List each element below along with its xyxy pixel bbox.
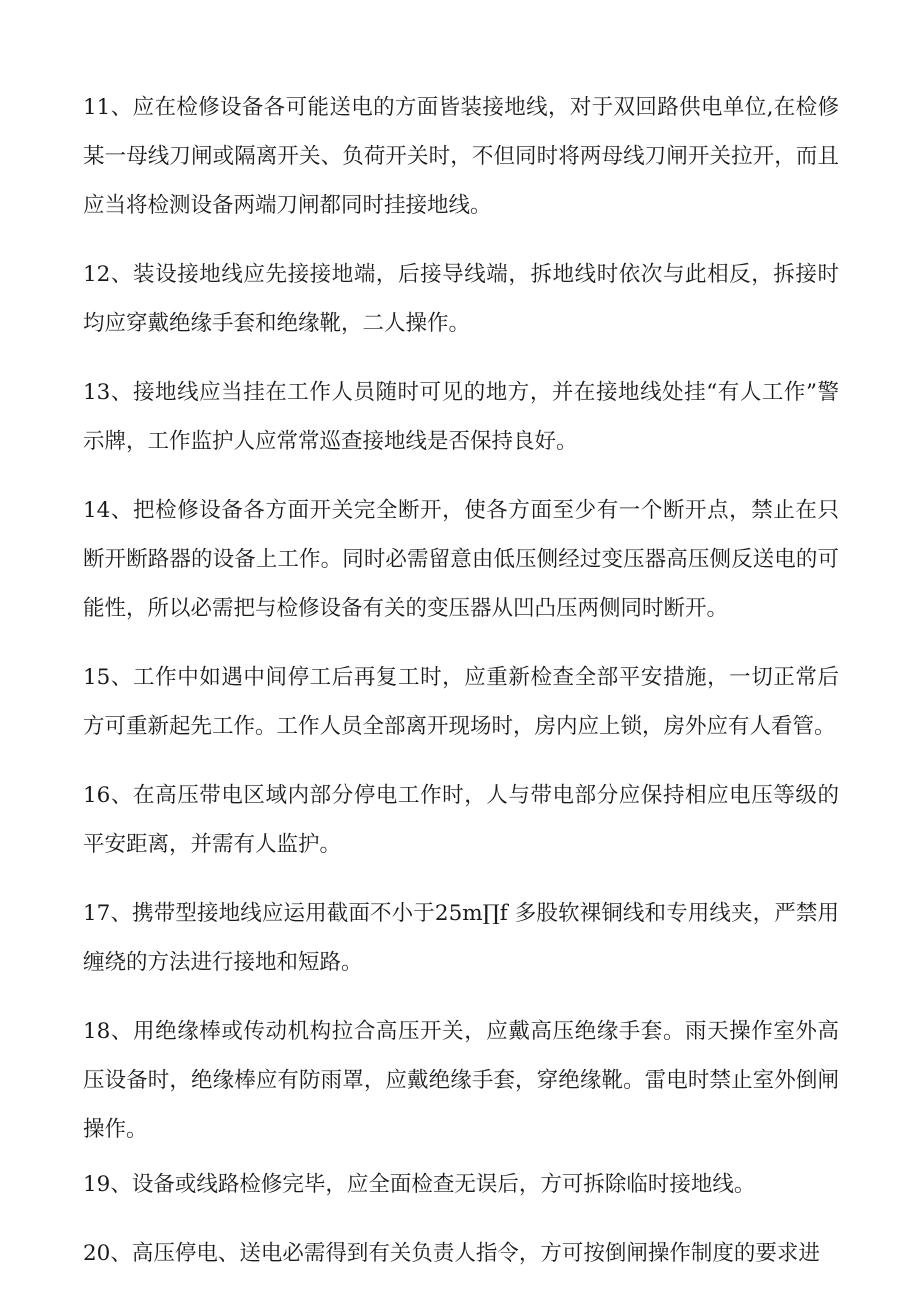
paragraph-text: 高压停电、送电必需得到有关负责人指令，方可按倒闸操作制度的要求进 bbox=[131, 1241, 820, 1266]
paragraph-number: 11、 bbox=[83, 95, 133, 120]
document-page bbox=[83, 83, 839, 1278]
paragraph-number: 16、 bbox=[83, 783, 134, 808]
paragraph-number: 15、 bbox=[83, 665, 134, 690]
paragraph-text: 工作中如遇中间停工后再复工时，应重新检查全部平安措施，一切正常后方可重新起先工作。工作人员全部离开现场时，房内应上锁，房外应有人看管。 bbox=[83, 665, 840, 739]
paragraph-16 bbox=[83, 771, 839, 869]
paragraph-number: 20、 bbox=[83, 1241, 132, 1266]
paragraph-text: 把检修设备各方面开关完全断开，使各方面至少有一个断开点，禁止在只断开断路器的设备上工作。同时必需留意由低压侧经过变压器高压侧反送电的可能性，所以必需把与检修设备有关的变压器从凹凸压两侧同时断开。 bbox=[83, 498, 840, 621]
paragraph-text: 接地线应当挂在工作人员随时可见的地方，并在接地线处挂“有人工作”警示牌，工作监护人应常常巡查接地线是否保持良好。 bbox=[83, 380, 839, 454]
paragraph-text: 设备或线路检修完毕，应全面检查无误后，方可拆除临时接地线。 bbox=[131, 1172, 756, 1197]
paragraph-number: 14、 bbox=[83, 498, 134, 523]
paragraph-number: 12、 bbox=[83, 262, 134, 287]
paragraph-number: 13、 bbox=[83, 380, 133, 405]
paragraph-19 bbox=[83, 1160, 839, 1209]
paragraph-number: 19、 bbox=[83, 1172, 132, 1197]
paragraph-number: 18、 bbox=[83, 1019, 134, 1044]
paragraph-14 bbox=[83, 486, 839, 633]
paragraph-13 bbox=[83, 368, 839, 466]
paragraph-text: 装设接地线应先接接地端，后接导线端，拆地线时依次与此相反，拆接时均应穿戴绝缘手套和绝缘靴，二人操作。 bbox=[83, 262, 840, 336]
paragraph-15 bbox=[83, 653, 839, 751]
paragraph-11 bbox=[83, 83, 839, 230]
paragraph-text: 应在检修设备各可能送电的方面皆装接地线，对于双回路供电单位,在检修某一母线刀闸或隔离开关、负荷开关时，不但同时将两母线刀闸开关拉开，而且应当将检测设备两端刀闸都同时挂接地线。 bbox=[83, 95, 840, 218]
paragraph-18 bbox=[83, 1007, 839, 1154]
paragraph-17 bbox=[83, 889, 839, 987]
paragraph-12 bbox=[83, 250, 839, 348]
paragraph-20 bbox=[83, 1229, 839, 1278]
paragraph-text: 在高压带电区域内部分停电工作时，人与带电部分应保持相应电压等级的平安距离，并需有人监护。 bbox=[83, 783, 840, 857]
paragraph-number: 17、 bbox=[83, 901, 133, 926]
paragraph-text: 携带型接地线应运用截面不小于25m∏f 多股软裸铜线和专用线夹，严禁用缠绕的方法进行接地和短路。 bbox=[83, 901, 840, 975]
paragraph-text: 用绝缘棒或传动机构拉合高压开关，应戴高压绝缘手套。雨天操作室外高压设备时，绝缘棒应有防雨罩，应戴绝缘手套，穿绝缘靴。雷电时禁止室外倒闸操作。 bbox=[83, 1019, 840, 1142]
